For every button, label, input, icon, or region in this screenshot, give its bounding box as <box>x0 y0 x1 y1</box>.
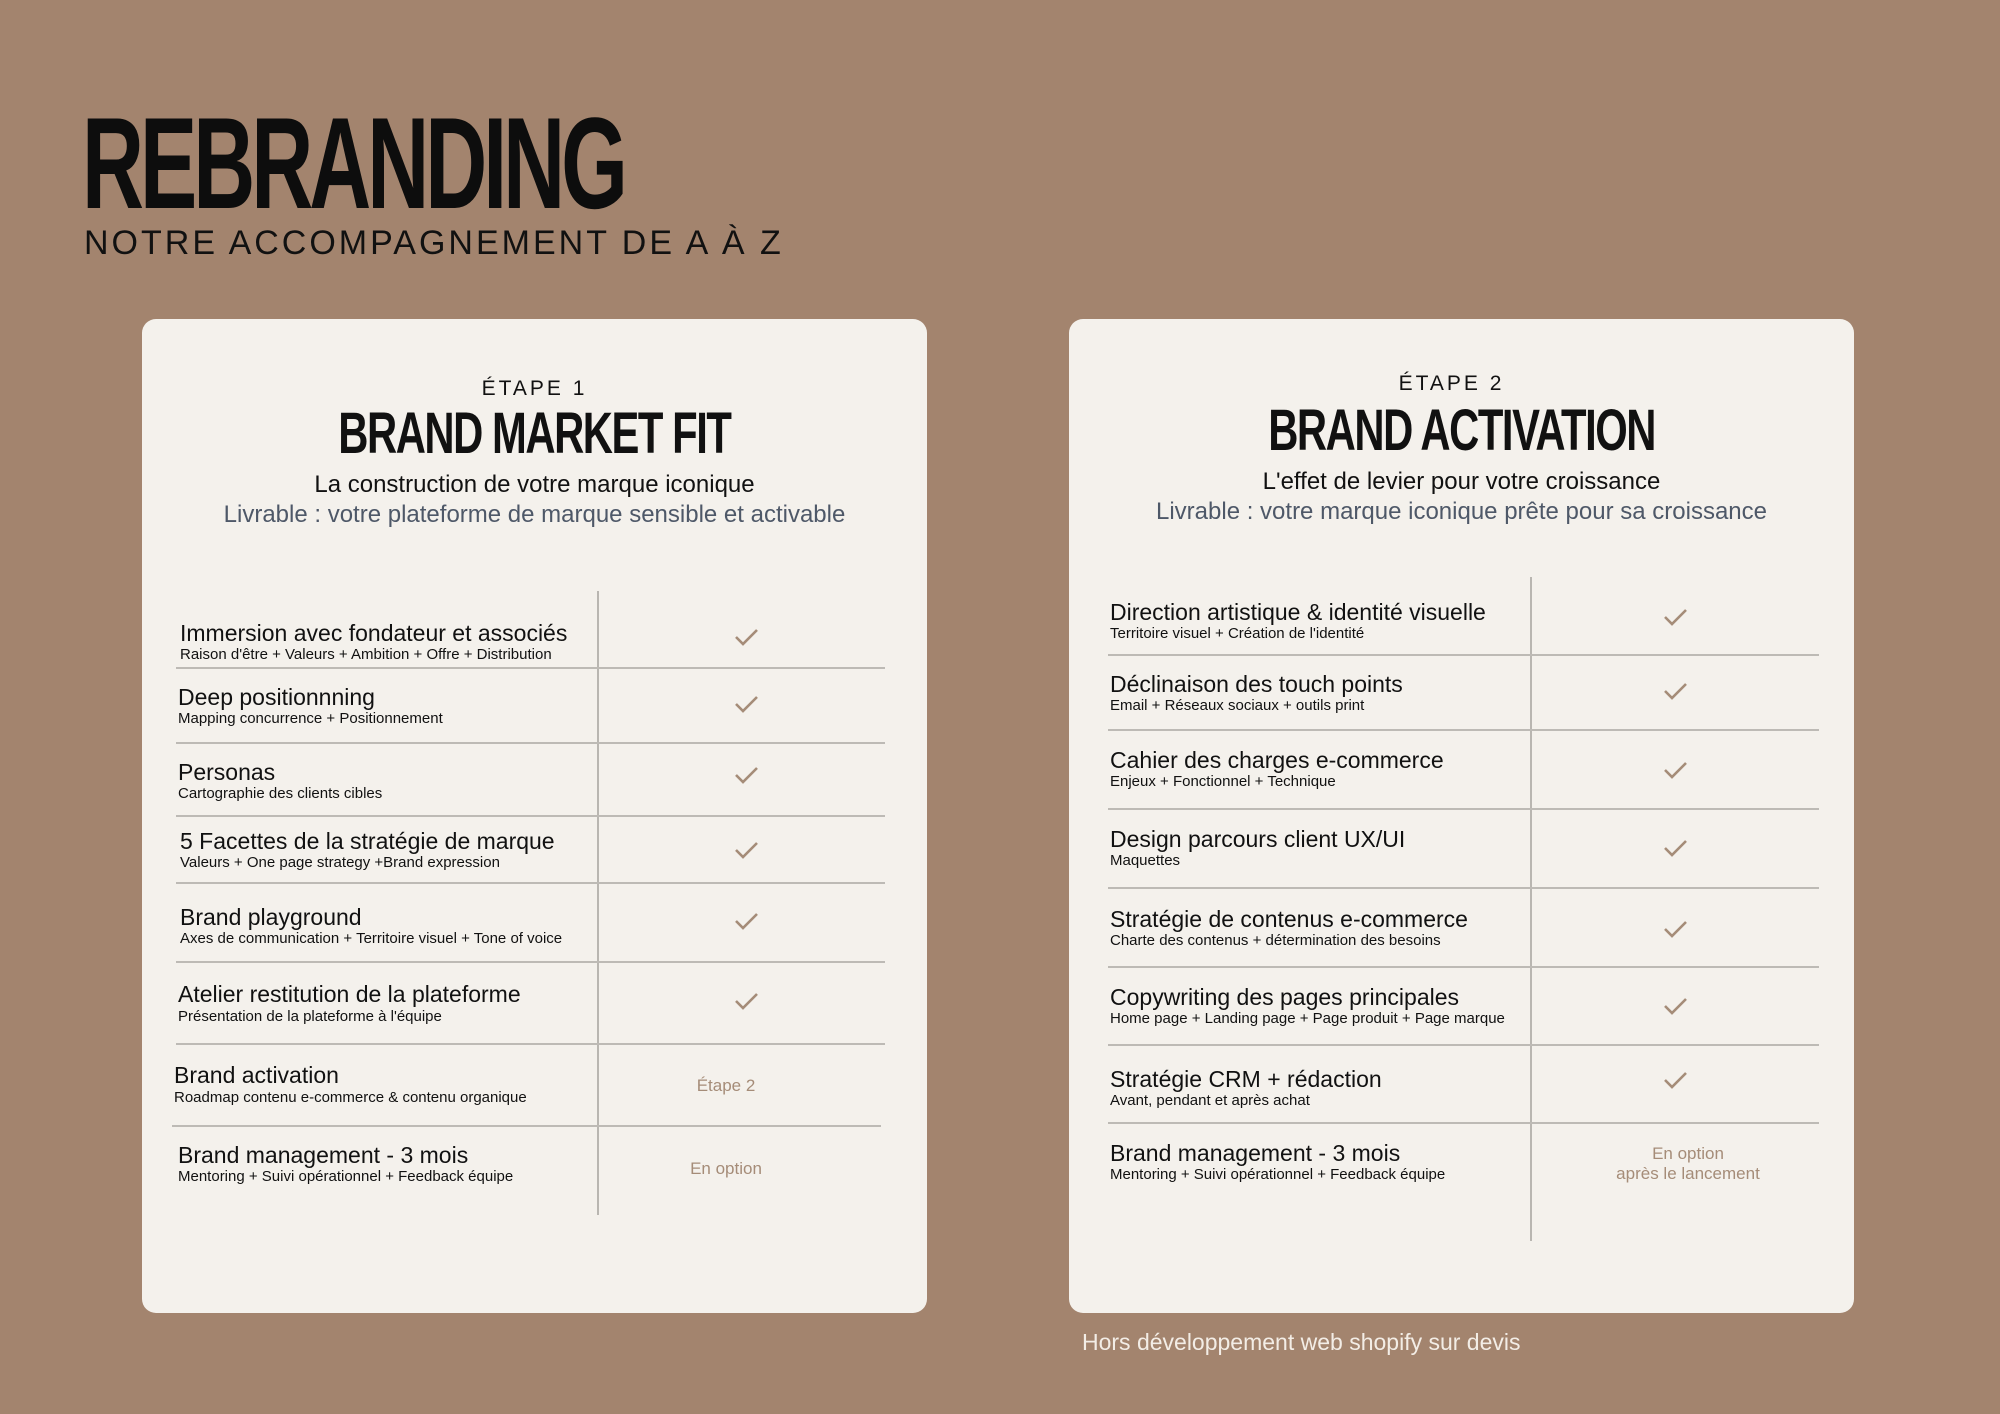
table-row <box>176 599 885 669</box>
step2-deliverable: Livrable : votre marque iconique prête pour sa croissance <box>1156 498 1767 525</box>
table-row <box>1108 889 1819 968</box>
check-icon <box>1660 676 1690 706</box>
row-subtitle: Roadmap contenu e-commerce & contenu organique <box>174 1089 527 1106</box>
row-subtitle: Home page + Landing page + Page produit + Page marque <box>1110 1010 1505 1027</box>
row-subtitle: Enjeux + Fonctionnel + Technique <box>1110 773 1336 790</box>
status-line-2: après le lancement <box>1616 1164 1760 1183</box>
table-row <box>1108 584 1819 656</box>
row-subtitle: Axes de communication + Territoire visuel + Tone of voice <box>180 930 563 947</box>
row-subtitle: Territoire visuel + Création de l'identité <box>1110 625 1365 642</box>
table-row <box>172 1045 881 1127</box>
check-icon <box>1660 1065 1690 1095</box>
table-row <box>1108 731 1819 810</box>
row-title: Immersion avec fondateur et associés <box>180 620 568 646</box>
row-title: Personas <box>178 759 276 785</box>
page-subtitle: NOTRE ACCOMPAGNEMENT DE A À Z <box>84 224 784 262</box>
footnote: Hors développement web shopify sur devis <box>1082 1329 1521 1355</box>
table-row <box>176 884 885 963</box>
row-title: Direction artistique & identité visuelle <box>1110 599 1486 625</box>
row-subtitle: Mentoring + Suivi opérationnel + Feedback équipe <box>178 1168 514 1185</box>
row-subtitle: Email + Réseaux sociaux + outils print <box>1110 697 1365 714</box>
table-row <box>176 669 885 744</box>
check-icon <box>731 986 761 1016</box>
row-title: Brand playground <box>180 904 362 930</box>
check-icon <box>1660 914 1690 944</box>
table-row <box>176 817 885 884</box>
check-icon <box>1660 602 1690 632</box>
table-row <box>176 963 885 1045</box>
status-text: En option <box>690 1159 762 1178</box>
row-title: Atelier restitution de la plateforme <box>178 981 521 1007</box>
check-icon <box>731 622 761 652</box>
page-title: REBRANDING <box>82 90 624 236</box>
status-line-1: En option <box>1652 1144 1724 1163</box>
table-row <box>176 1127 885 1215</box>
row-subtitle: Charte des contenus + détermination des besoins <box>1110 932 1441 949</box>
check-icon <box>731 689 761 719</box>
row-title: Design parcours client UX/UI <box>1110 826 1406 852</box>
table-row <box>1108 1046 1819 1124</box>
status-text: Étape 2 <box>696 1076 756 1095</box>
row-subtitle: Maquettes <box>1110 852 1181 869</box>
status-text <box>1588 1144 1788 1184</box>
step2-title: BRAND ACTIVATION <box>1268 398 1655 463</box>
row-title: Deep positionnning <box>178 684 375 710</box>
table-row <box>1108 656 1819 731</box>
step2-tagline: L'effet de levier pour votre croissance <box>1262 468 1661 495</box>
row-title: Stratégie de contenus e-commerce <box>1110 906 1468 932</box>
step1-tagline: La construction de votre marque iconique <box>314 471 755 498</box>
check-icon <box>1660 991 1690 1021</box>
row-subtitle: Avant, pendant et après achat <box>1110 1092 1310 1109</box>
row-title: Stratégie CRM + rédaction <box>1110 1066 1382 1092</box>
step1-title: BRAND MARKET FIT <box>338 401 731 466</box>
row-subtitle: Mentoring + Suivi opérationnel + Feedback équipe <box>1110 1166 1446 1183</box>
step1-deliverable: Livrable : votre plateforme de marque sensible et activable <box>223 501 846 528</box>
row-title: Brand management - 3 mois <box>1110 1140 1401 1166</box>
table-row <box>1108 968 1819 1046</box>
step1-stage: ÉTAPE 1 <box>481 377 588 400</box>
check-icon <box>731 835 761 865</box>
row-subtitle: Cartographie des clients cibles <box>178 785 383 802</box>
step2-stage: ÉTAPE 2 <box>1398 372 1505 395</box>
table-row <box>176 744 885 817</box>
row-title: 5 Facettes de la stratégie de marque <box>180 828 555 854</box>
step2-card <box>1069 319 1854 1313</box>
table-row <box>1108 1124 1819 1241</box>
check-icon <box>731 760 761 790</box>
row-title: Copywriting des pages principales <box>1110 984 1460 1010</box>
row-subtitle: Présentation de la plateforme à l'équipe <box>178 1008 442 1025</box>
check-icon <box>731 906 761 936</box>
check-icon <box>1660 833 1690 863</box>
row-title: Cahier des charges e-commerce <box>1110 747 1444 773</box>
row-subtitle: Mapping concurrence + Positionnement <box>178 710 443 727</box>
row-subtitle: Raison d'être + Valeurs + Ambition + Offre + Distribution <box>180 646 552 663</box>
row-subtitle: Valeurs + One page strategy +Brand expression <box>180 854 500 871</box>
row-title: Déclinaison des touch points <box>1110 671 1403 697</box>
step1-card <box>142 319 927 1313</box>
table-row <box>1108 810 1819 889</box>
row-title: Brand activation <box>174 1062 339 1088</box>
check-icon <box>1660 755 1690 785</box>
row-title: Brand management - 3 mois <box>178 1142 469 1168</box>
